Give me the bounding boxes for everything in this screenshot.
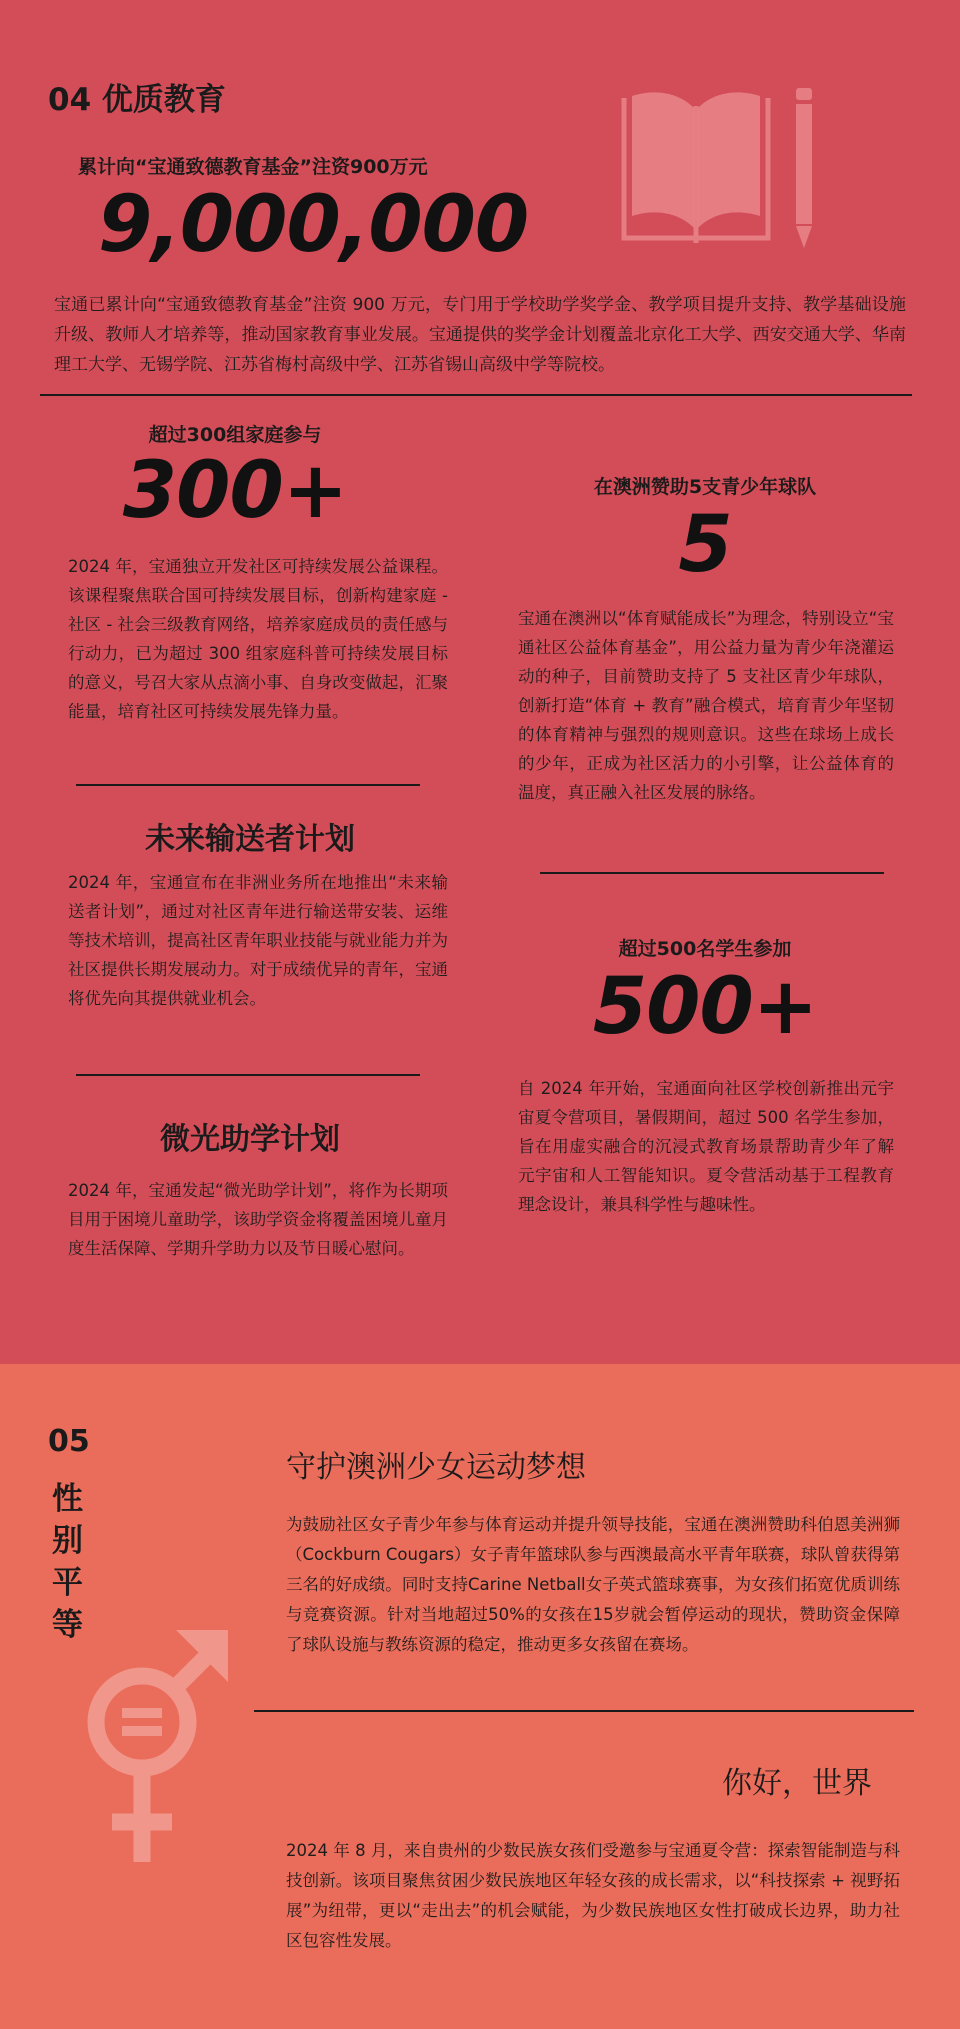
teams-number: 5 (678, 500, 732, 590)
families-caption: 超过300组家庭参与 (148, 424, 322, 446)
fund-caption: 累计向“宝通致德教育基金”注资900万元 (78, 156, 428, 178)
future-program-paragraph: 2024 年，宝通宣布在非洲业务所在地推出“未来输送者计划”，通过对社区青年进行输送带安装、运维等技术培训，提高社区青年职业技能与就业能力并为社区提供长期发展动力。对于成绩优异的青年，宝通将优先向其提供就业机会。 (68, 873, 448, 1008)
divider (540, 872, 884, 874)
families-paragraph: 2024 年，宝通独立开发社区可持续发展公益课程。该课程聚焦联合国可持续发展目标，创新构建家庭 - 社区 - 社会三级教育网络，培养家庭成员的责任感与行动力，已为超过 300 组家庭科普可持续发展目标的意义，号召大家从点滴小事、自身改变做起，汇聚能量，培育社区可持续发展先锋力量。 (68, 557, 448, 721)
section-gender-equality (0, 1364, 960, 2029)
section-label-char: 平 (52, 1565, 83, 1601)
hello-world-title: 你好，世界 (722, 1766, 872, 1801)
micro-light-program-paragraph: 2024 年，宝通发起“微光助学计划”，将作为长期项目用于困境儿童助学，该助学资金将覆盖困境儿童月度生活保障、学期升学助力以及节日暖心慰问。 (68, 1181, 448, 1258)
section-heading: 04 优质教育 (48, 82, 226, 118)
fund-paragraph: 宝通已累计向“宝通致德教育基金”注资 900 万元，专门用于学校助学奖学金、教学项目提升支持、教学基础设施升级、教师人才培养等，推动国家教育事业发展。宝通提供的奖学金计划覆盖北京化工大学、西安交通大学、华南理工大学、无锡学院、江苏省梅村高级中学、江苏省锡山高级中学等院校。 (54, 295, 906, 375)
divider (76, 784, 420, 786)
section-label-char: 性 (52, 1481, 83, 1517)
girls-sports-title: 守护澳洲少女运动梦想 (286, 1450, 586, 1485)
future-program-title: 未来输送者计划 (145, 822, 355, 857)
students-caption: 超过500名学生参加 (618, 938, 792, 960)
gender-equality-icon (80, 1622, 230, 1872)
divider (40, 394, 912, 396)
families-number: 300+ (122, 446, 348, 536)
section-label-char: 等 (52, 1607, 83, 1643)
divider (76, 1074, 420, 1076)
students-number: 500+ (592, 962, 818, 1052)
students-paragraph: 自 2024 年开始，宝通面向社区学校创新推出元宇宙夏令营项目，暑假期间，超过 500 名学生参加，旨在用虚实融合的沉浸式教育场景帮助青少年了解元宇宙和人工智能知识。夏令营活动基于工程教育理念设计，兼具科学性与趣味性。 (518, 1079, 894, 1214)
section-number: 05 (48, 1424, 90, 1459)
book-pencil-icon (618, 88, 828, 253)
divider (254, 1710, 914, 1712)
hello-world-paragraph: 2024 年 8 月，来自贵州的少数民族女孩们受邀参与宝通夏令营：探索智能制造与科技创新。该项目聚焦贫困少数民族地区年轻女孩的成长需求，以“科技探索 + 视野拓展”为纽带，更以“走出去”的机会赋能，为少数民族地区女性打破成长边界，助力社区包容性发展。 (286, 1841, 900, 1950)
girls-sports-paragraph: 为鼓励社区女子青少年参与体育运动并提升领导技能，宝通在澳洲赞助科伯恩美洲狮（Cockburn Cougars）女子青年篮球队参与西澳最高水平青年联赛，球队曾获得第三名的好成绩。同时支持Carine Netball女子英式篮球赛事，为女孩们拓宽优质训练与竞赛资源。针对当地超过50%的女孩在15岁就会暂停运动的现状，赞助资金保障了球队设施与教练资源的稳定，推动更多女孩留在赛场。 (286, 1515, 900, 1654)
teams-caption: 在澳洲赞助5支青少年球队 (593, 476, 817, 498)
section-label (52, 1478, 92, 1646)
micro-light-program-title: 微光助学计划 (160, 1122, 340, 1157)
fund-number: 9,000,000 (98, 180, 529, 270)
section-label-char: 别 (52, 1523, 83, 1559)
teams-paragraph: 宝通在澳洲以“体育赋能成长”为理念，特别设立“宝通社区公益体育基金”，用公益力量为青少年浇灌运动的种子，目前赞助支持了 5 支社区青少年球队，创新打造“体育 + 教育”融合模式，培育青少年坚韧的体育精神与强烈的规则意识。这些在球场上成长的少年，正成为社区活力的小引擎，让公益体育的温度，真正融入社区发展的脉络。 (518, 609, 894, 802)
